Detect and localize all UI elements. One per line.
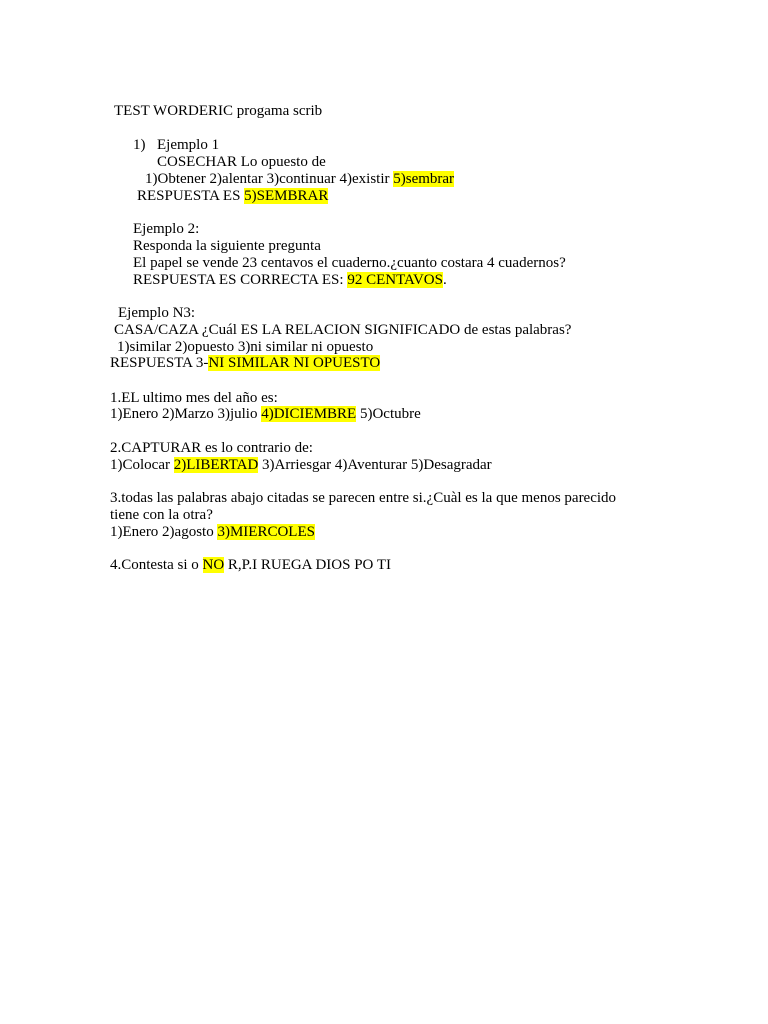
example-1-highlighted-answer: 5)SEMBRAR [244, 188, 329, 204]
example-1-number: 1) [133, 137, 146, 153]
question-1-options-tail: 5)Octubre [356, 406, 421, 422]
question-3-text-line-2: tiene con la otra? [110, 507, 213, 523]
example-3-label: Ejemplo N3: [118, 305, 196, 321]
example-2-label: Ejemplo 2: [133, 221, 200, 237]
example-3-answer [110, 355, 380, 372]
example-2-line-1: Responda la siguiente pregunta [133, 238, 321, 254]
question-2-options [110, 457, 492, 474]
example-1-label: Ejemplo 1 [157, 137, 220, 153]
question-4-text: 4.Contesta si o [110, 557, 203, 573]
example-1-options-text: 1)Obtener 2)alentar 3)continuar 4)existir [145, 171, 394, 187]
question-1-options-text: 1)Enero 2)Marzo 3)julio [110, 406, 262, 422]
question-2-highlighted-answer: 2)LIBERTAD [173, 457, 259, 473]
question-3-text-line-1: 3.todas las palabras abajo citadas se parecen entre si.¿Cuàl es la que menos parecido [110, 490, 617, 506]
question-4-tail: R,P.I RUEGA DIOS PO TI [224, 557, 392, 573]
question-4-highlighted-answer: NO [202, 557, 225, 573]
question-3-highlighted-answer: 3)MIERCOLES [217, 524, 315, 540]
example-1-highlighted-option: 5)sembrar [393, 171, 455, 187]
question-3-options-text: 1)Enero 2)agosto [110, 524, 218, 540]
example-1-answer [137, 188, 328, 205]
document-title: TEST WORDERIC progama scrib [114, 103, 323, 119]
question-2-text: 2.CAPTURAR es lo contrario de: [110, 440, 313, 456]
example-3-highlighted-answer: NI SIMILAR NI OPUESTO [208, 355, 381, 371]
example-2-answer-text: RESPUESTA ES CORRECTA ES: [133, 272, 348, 288]
question-4 [110, 557, 391, 574]
question-3-options [110, 524, 315, 541]
question-1-text: 1.EL ultimo mes del año es: [110, 390, 278, 406]
example-2-answer [133, 272, 447, 289]
example-2-answer-period: . [442, 272, 447, 288]
example-3-answer-text: RESPUESTA 3- [110, 355, 209, 371]
question-2-options-text: 1)Colocar [110, 457, 174, 473]
example-3-options: 1)similar 2)opuesto 3)ni similar ni opuesto [117, 339, 374, 355]
example-1-options [145, 171, 454, 188]
example-1-answer-text: RESPUESTA ES [137, 188, 245, 204]
example-3-question: CASA/CAZA ¿Cuál ES LA RELACION SIGNIFICADO de estas palabras? [114, 322, 572, 338]
question-1-highlighted-answer: 4)DICIEMBRE [261, 406, 357, 422]
example-2-highlighted-answer: 92 CENTAVOS [347, 272, 443, 288]
example-2-line-2: El papel se vende 23 centavos el cuaderno.¿cuanto costara 4 cuadernos? [133, 255, 566, 271]
example-1-prompt: COSECHAR Lo opuesto de [157, 154, 326, 170]
question-1-options [110, 406, 421, 423]
question-2-options-tail: 3)Arriesgar 4)Aventurar 5)Desagradar [258, 457, 492, 473]
